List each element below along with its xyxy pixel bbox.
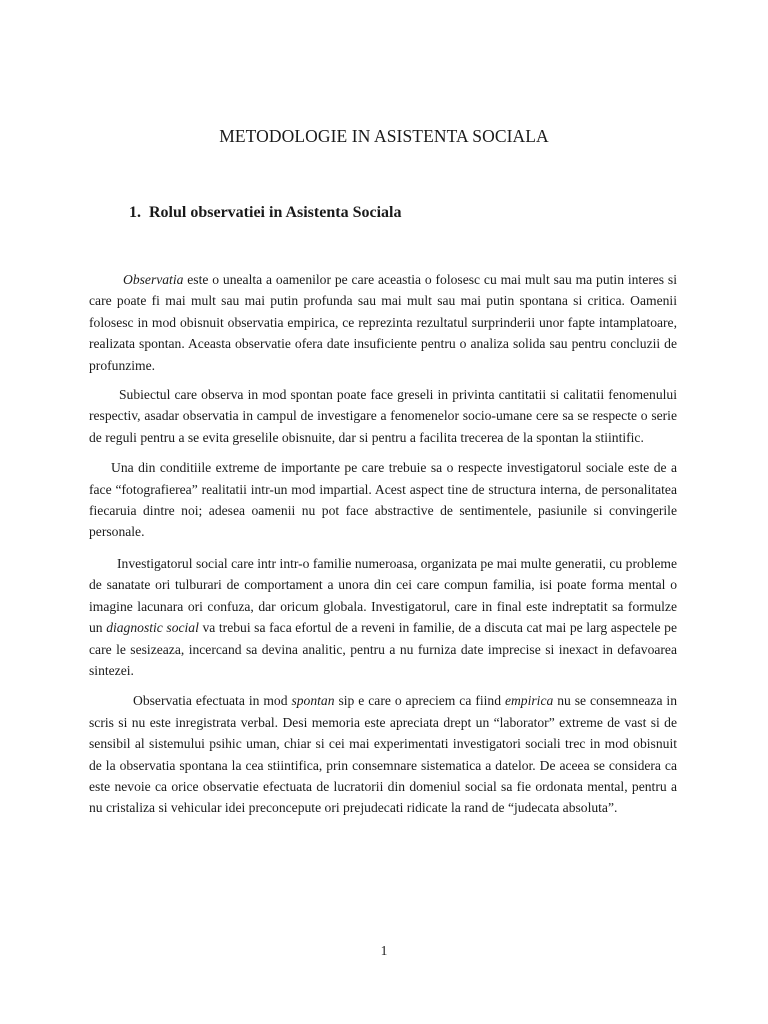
page-number: 1 <box>380 943 388 958</box>
paragraph-4-text-b: va trebui sa faca efortul de a reveni in familie, de a discuta cat mai pe larg aspectele pe care le sesizeaza, incercand sa devina analitic, pentru a nu furniza date imprecise si inexact in defavoarea sintezei. <box>89 620 677 678</box>
paragraph-1-text: este o unealta a oamenilor pe care aceastia o folosesc cu mai mult sau ma putin interes si care poate fi mai mult sau mai putin profunda sau mai mult sau mai putin spontana si critica. Oamenii folosesc in mod obisnuit observatia empirica, ce reprezinta rezultatul surprinderii unor fapte intamplatoare, realizata spontan. Aceasta observatie ofera date insuficiente pentru o analiza solida sau pentru concluzii de profunzime. <box>89 272 677 373</box>
paragraph-4-emphasis: diagnostic social <box>106 620 199 636</box>
paragraph-5-text-a: Observatia efectuata in mod <box>133 693 292 709</box>
paragraph-5-text-c: nu se consemneaza in scris si nu este inregistrata verbal. Desi memoria este apreciata drept un “laborator” extreme de vast si de sensibil al sistemului psihic uman, chiar si cei mai experimentati investigatori sociali trec in mod obisnuit de la observatia spontana la cea stiintifica, prin consemnare sistematica a datelor. De aceea se considera ca este nevoie ca orice observatie efectuata de lucratorii din domeniul social sa fie ordonata mental, pentru a nu cristaliza si vehicular idei preconcepute ori prejudecati ridicate la rand de “judecata absoluta”. <box>89 693 678 816</box>
paragraph-1 <box>89 269 677 376</box>
paragraph-5-text-b: sip e care o apreciem ca fiind <box>334 693 505 709</box>
paragraph-4-text-a: Investigatorul social care intr intr-o familie numeroasa, organizata pe mai multe generatii, cu probleme de sanatate ori tulburari de comportament a unora din cei care compun familia, isi poate forma mental o imagine lacunara ori confuza, dar oricum globala. Investigatorul, care in final este indreptatit sa formulze un <box>89 555 677 636</box>
document-body <box>89 269 677 827</box>
document-title: METODOLOGIE IN ASISTENTA SOCIALA <box>219 126 549 146</box>
paragraph-5-emphasis-spontan: spontan <box>291 693 335 709</box>
paragraph-5-emphasis-empirica: empirica <box>504 693 554 709</box>
section-title: Rolul observatiei in Asistenta Sociala <box>149 204 402 221</box>
paragraph-3: Una din conditiile extreme de importante pe care trebuie sa o respecte investigatorul sociale este de a face “fotografierea” realitatii intr-un mod impartial. Acest aspect tine de structura interna, de personalitatea fiecaruia dintre noi; adesea oamenii nu pot face abstractive de sentimentele, pasiunile si convingerile personale. <box>89 460 677 540</box>
section-number: 1. <box>129 204 141 221</box>
paragraph-1-emphasis: Observatia <box>123 272 184 287</box>
paragraph-2: Subiectul care observa in mod spontan poate face greseli in privinta cantitatii si calitatii fenomenului respectiv, asadar observatia in campul de investigare a fenomenelor socio-umane cere sa se respecte o serie de reguli pentru a se evita greselile obisnuite, dar si pentru a facilita trecerea de la spontan la stiintific. <box>89 387 677 445</box>
section-heading <box>129 204 401 222</box>
paragraph-4 <box>89 553 677 681</box>
paragraph-5 <box>89 690 677 818</box>
